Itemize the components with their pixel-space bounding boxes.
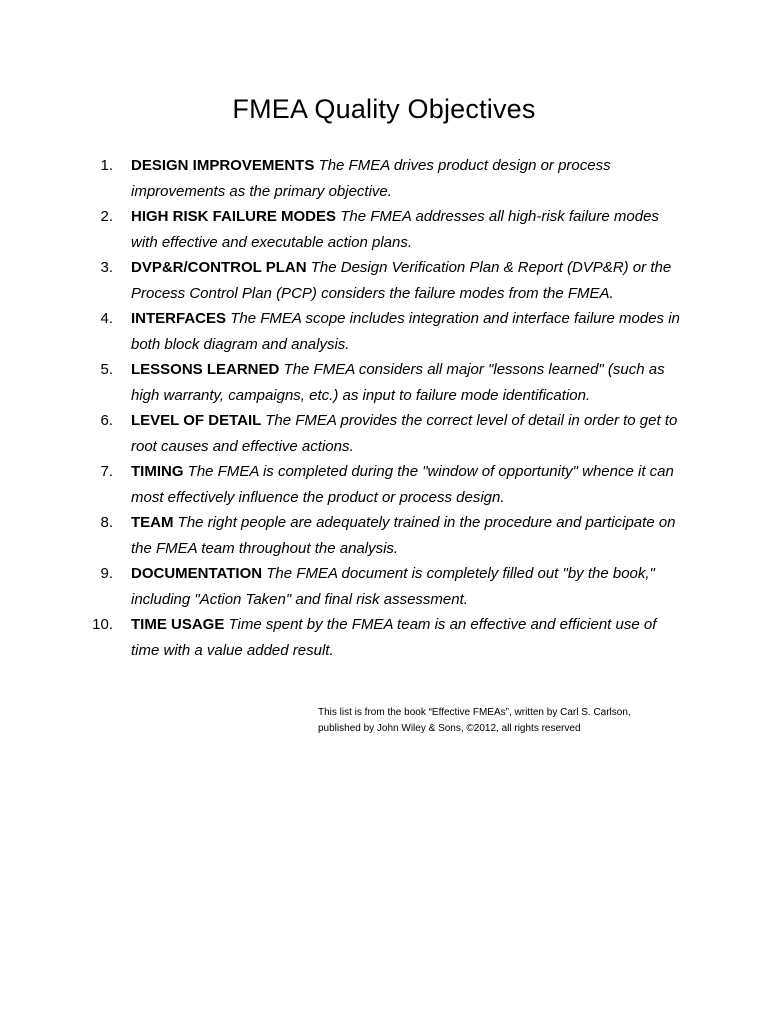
item-heading: DVP&R/CONTROL PLAN <box>131 259 311 276</box>
item-number: 8. <box>100 514 113 531</box>
page-title: FMEA Quality Objectives <box>232 94 536 124</box>
item-description: The FMEA scope includes integration and interface failure modes in both block diagram and analysis. <box>131 310 680 353</box>
item-description: The FMEA drives product design or process improvements as the primary objective. <box>131 157 611 200</box>
item-number: 10. <box>92 616 113 633</box>
item-description: The FMEA considers all major "lessons learned" (such as high warranty, campaigns, etc.) as input to failure mode identification. <box>131 361 665 404</box>
item-heading: LESSONS LEARNED <box>131 361 284 378</box>
item-description: Time spent by the FMEA team is an effective and efficient use of time with a value added result. <box>131 616 657 659</box>
item-description: The FMEA provides the correct level of detail in order to get to root causes and effective actions. <box>131 412 678 455</box>
item-number: 6. <box>100 412 113 429</box>
item-number: 5. <box>100 361 113 378</box>
item-description: The Design Verification Plan & Report (DVP&R) or the Process Control Plan (PCP) considers the failure modes from the FMEA. <box>131 259 672 302</box>
item-number: 2. <box>100 208 113 225</box>
list-item <box>80 255 680 306</box>
item-heading: TIME USAGE <box>131 616 229 633</box>
list-item <box>80 561 680 612</box>
list-item <box>80 153 680 204</box>
item-heading: HIGH RISK FAILURE MODES <box>131 208 341 225</box>
source-footnote: This list is from the book “Effective FMEAs”, written by Carl S. Carlson, published by John Wiley & Sons, ©2012, all rights reserved <box>318 707 631 734</box>
list-item <box>80 357 680 408</box>
item-heading: TIMING <box>131 463 188 480</box>
item-number: 9. <box>100 565 113 582</box>
item-number: 3. <box>100 259 113 276</box>
item-number: 4. <box>100 310 113 327</box>
list-item <box>80 408 680 459</box>
item-heading: INTERFACES <box>131 310 231 327</box>
item-description: The FMEA document is completely filled out "by the book," including "Action Taken" and final risk assessment. <box>131 565 655 608</box>
list-item <box>80 306 680 357</box>
item-description: The FMEA addresses all high-risk failure modes with effective and executable action plans. <box>131 208 659 251</box>
item-number: 7. <box>100 463 113 480</box>
item-heading: DOCUMENTATION <box>131 565 267 582</box>
item-number: 1. <box>100 157 113 174</box>
objectives-list <box>80 153 680 663</box>
item-description: The right people are adequately trained in the procedure and participate on the FMEA team throughout the analysis. <box>131 514 676 557</box>
item-heading: LEVEL OF DETAIL <box>131 412 266 429</box>
item-heading: TEAM <box>131 514 178 531</box>
list-item <box>80 459 680 510</box>
list-item <box>80 612 680 663</box>
list-item <box>80 510 680 561</box>
list-item <box>80 204 680 255</box>
item-heading: DESIGN IMPROVEMENTS <box>131 157 319 174</box>
item-description: The FMEA is completed during the "window of opportunity" whence it can most effectively influence the product or process design. <box>131 463 674 506</box>
